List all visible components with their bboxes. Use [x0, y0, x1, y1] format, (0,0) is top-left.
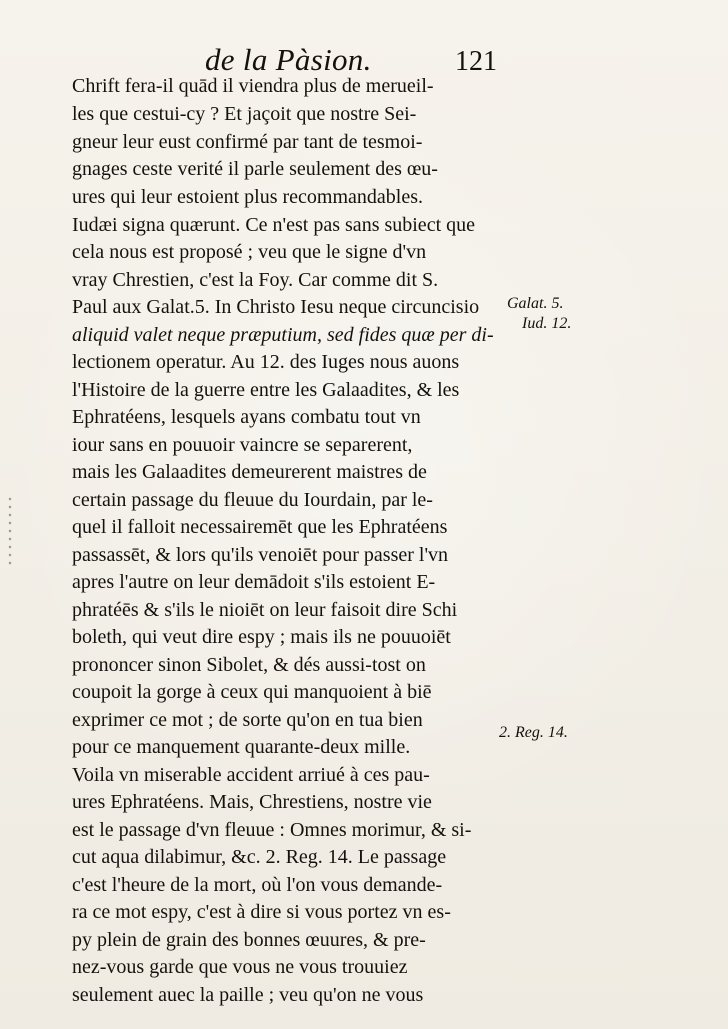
- text-line: phratéēs & s'ils le nioiēt on leur faisoit dire Schi: [72, 599, 458, 621]
- text-line: coupoit la gorge à ceux qui manquoient à biē: [72, 681, 432, 703]
- text-line: apres l'autre on leur demādoit s'ils estoient E-: [72, 571, 436, 593]
- text-line: Voila vn miserable accident arriué à ces pau-: [72, 764, 430, 786]
- margin-note-reg: 2. Reg. 14.: [499, 724, 568, 741]
- text-line: prononcer sinon Sibolet, & dés aussi-tost on: [72, 654, 426, 676]
- text-line: certain passage du fleuue du Iourdain, par le-: [72, 489, 433, 511]
- page-number: 121: [455, 46, 497, 77]
- text-line: pour ce manquement quarante-deux mille.: [72, 736, 411, 758]
- text-line: seulement auec la paille ; veu qu'on ne vous: [72, 984, 424, 1006]
- text-line: est le passage d'vn fleuue : Omnes morimur, & si-: [72, 819, 472, 841]
- text-line: Iudæi signa quærunt. Ce n'est pas sans subiect que: [72, 214, 475, 236]
- text-line: gneur leur eust confirmé par tant de tesmoi-: [72, 131, 423, 153]
- text-line: c'est l'heure de la mort, où l'on vous demande-: [72, 874, 443, 896]
- text-line: exprimer ce mot ; de sorte qu'on en tua bien: [72, 709, 423, 731]
- text-line: ures qui leur estoient plus recommandables.: [72, 186, 424, 208]
- text-line: Chrift fera-il quād il viendra plus de merueil-: [72, 75, 434, 97]
- text-line: boleth, qui veut dire espy ; mais ils ne pouuoiēt: [72, 626, 451, 648]
- text-line: mais les Galaadites demeurerent maistres de: [72, 461, 427, 483]
- text-line: vray Chrestien, c'est la Foy. Car comme dit S.: [72, 269, 439, 291]
- text-line: les que cestui-cy ? Et jaçoit que nostre Sei-: [72, 103, 417, 125]
- text-line: cela nous est proposé ; veu que le signe d'vn: [72, 241, 427, 263]
- running-title: de la Pàsion.: [205, 42, 372, 77]
- text-line: cut aqua dilabimur, &c. 2. Reg. 14. Le passage: [72, 846, 447, 868]
- scan-artifact: [8, 495, 12, 565]
- text-line: iour sans en pouuoir vaincre se separerent,: [72, 434, 413, 456]
- text-line: l'Histoire de la guerre entre les Galaadites, & les: [72, 379, 460, 401]
- margin-note-iud: Iud. 12.: [522, 315, 572, 332]
- text-line: ures Ephratéens. Mais, Chrestiens, nostre vie: [72, 791, 432, 813]
- text-line: Ephratéens, lesquels ayans combatu tout vn: [72, 406, 421, 428]
- margin-note-galat: Galat. 5.: [507, 295, 564, 312]
- text-line: Paul aux Galat.5. In Christo Iesu neque circuncisio: [72, 296, 480, 318]
- text-line: lectionem operatur. Au 12. des Iuges nous auons: [72, 351, 460, 373]
- text-line: quel il falloit necessairemēt que les Ephratéens: [72, 516, 448, 538]
- text-line: ra ce mot espy, c'est à dire si vous portez vn es-: [72, 901, 451, 923]
- text-line: passassēt, & lors qu'ils venoiēt pour passer l'vn: [72, 544, 449, 566]
- text-line: py plein de grain des bonnes œuures, & pre-: [72, 929, 426, 951]
- text-line: nez-vous garde que vous ne vous trouuiez: [72, 956, 408, 978]
- text-line: aliquid valet neque præputium, sed fides quæ per di-: [72, 324, 494, 346]
- text-line: gnages ceste verité il parle seulement des œu-: [72, 158, 438, 180]
